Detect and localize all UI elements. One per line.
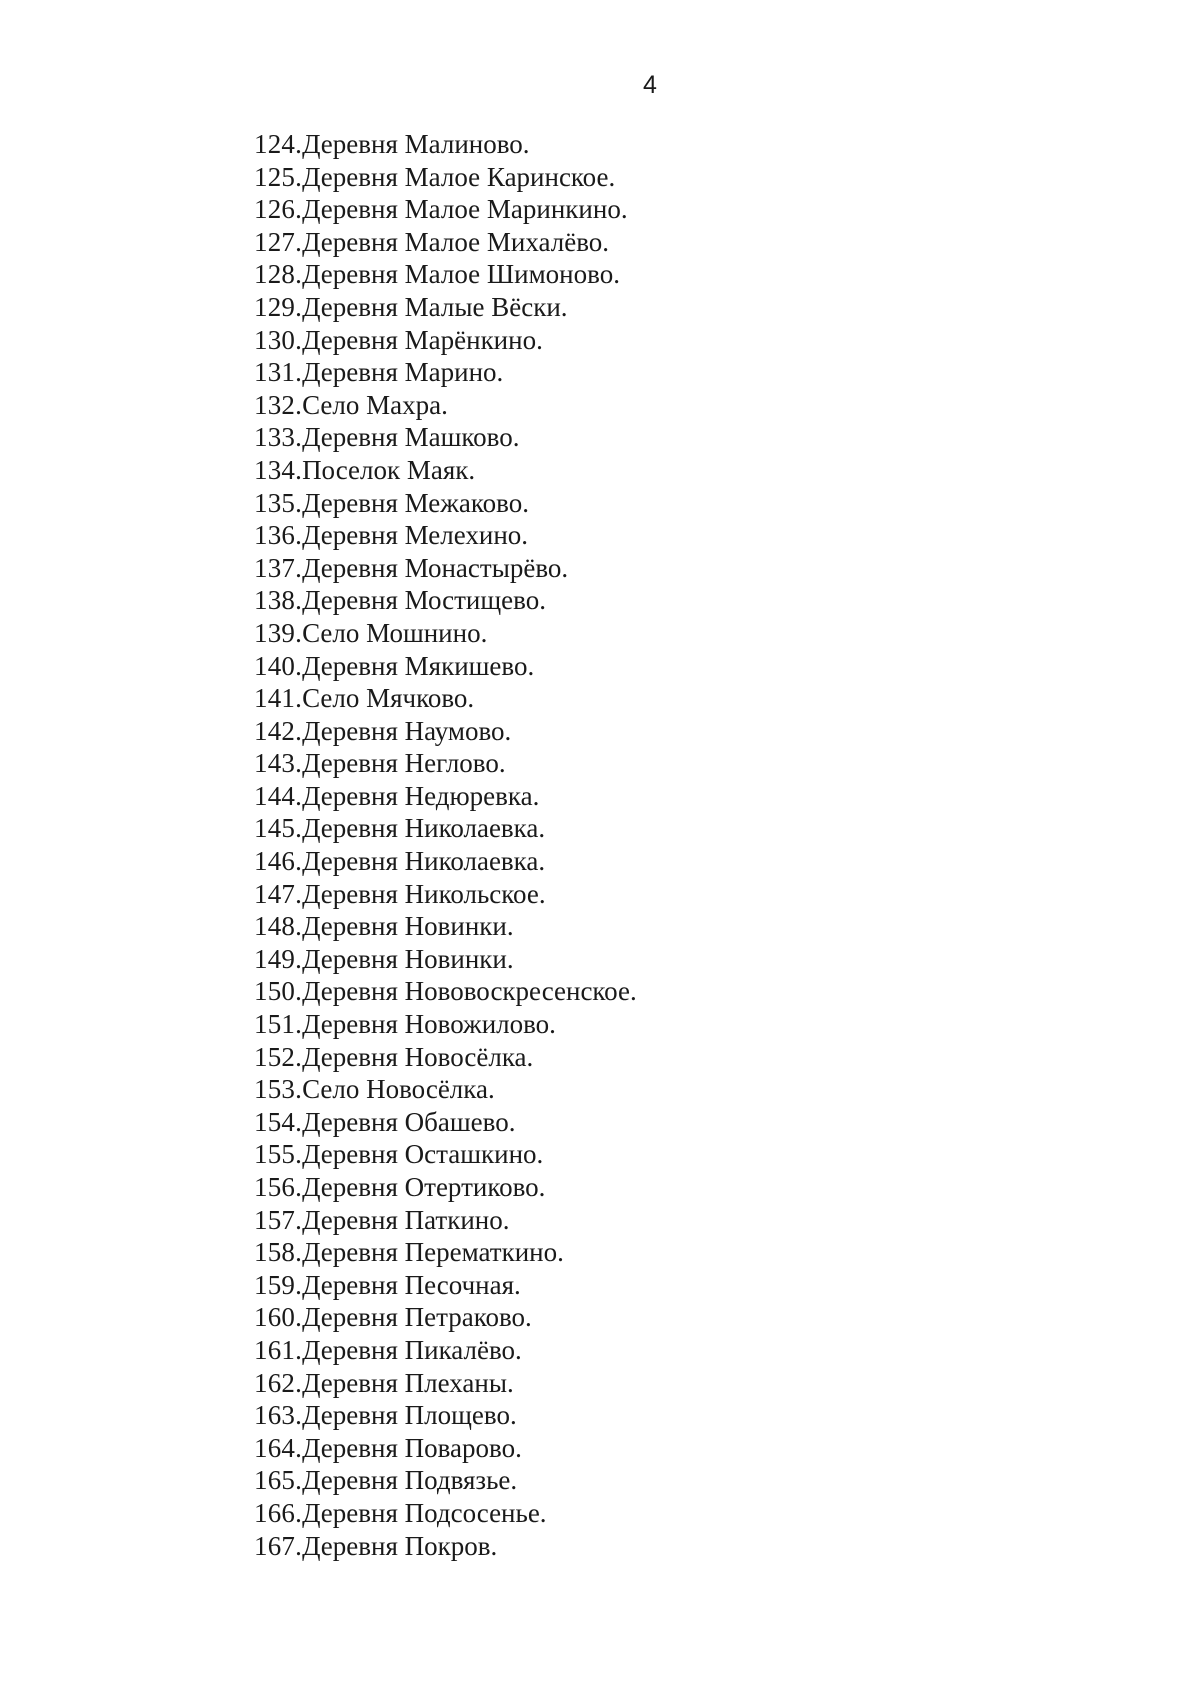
- page-number: 4: [643, 71, 657, 99]
- list-item: [254, 1269, 637, 1302]
- item-number: 162.: [254, 1367, 303, 1398]
- list-item: [254, 747, 637, 780]
- list-item: [254, 421, 637, 454]
- list-item: [254, 487, 637, 520]
- item-text: Деревня Малое Шимоново.: [302, 259, 620, 290]
- item-text: Деревня Новинки.: [302, 943, 514, 974]
- item-number: 158.: [254, 1237, 303, 1268]
- item-text: Деревня Марино.: [302, 357, 504, 388]
- item-text: Деревня Отертиково.: [302, 1172, 546, 1202]
- item-number: 167.: [254, 1530, 303, 1561]
- item-number: 127.: [254, 226, 303, 257]
- item-text: Деревня Новожилово.: [302, 1009, 556, 1040]
- item-text: Деревня Мякишево.: [302, 650, 535, 681]
- list-item: [254, 780, 637, 813]
- item-number: 165.: [254, 1465, 303, 1496]
- item-text: Деревня Петраково.: [302, 1302, 532, 1333]
- item-text: Деревня Новинки.: [302, 911, 514, 942]
- item-number: 163.: [254, 1400, 303, 1431]
- list-item: [254, 845, 637, 878]
- list-item: [254, 193, 637, 226]
- list-item: [254, 1073, 637, 1106]
- item-number: 137.: [254, 552, 303, 583]
- list-item: [254, 1530, 637, 1563]
- item-text: Село Мошнино.: [302, 617, 488, 648]
- item-number: 140.: [254, 650, 303, 681]
- item-text: Деревня Межаково.: [302, 487, 529, 518]
- item-text: Деревня Малое Михалёво.: [302, 226, 610, 257]
- item-number: 161.: [254, 1334, 303, 1365]
- item-number: 146.: [254, 846, 303, 877]
- item-text: Деревня Мелехино.: [302, 520, 529, 551]
- item-number: 149.: [254, 943, 303, 974]
- list-item: [254, 161, 637, 194]
- list-item: [254, 1464, 637, 1497]
- item-text: Деревня Покров.: [302, 1530, 498, 1561]
- list-item: [254, 552, 637, 585]
- item-number: 156.: [254, 1172, 303, 1202]
- list-item: [254, 1432, 637, 1465]
- list-item: [254, 878, 637, 911]
- list-item: [254, 291, 637, 324]
- list-item: [254, 1204, 637, 1237]
- item-number: 151.: [254, 1009, 303, 1040]
- list-item: [254, 1236, 637, 1269]
- item-text: Деревня Осташкино.: [302, 1139, 544, 1170]
- item-text: Деревня Пикалёво.: [302, 1334, 522, 1365]
- list-item: [254, 356, 637, 389]
- item-text: Деревня Наумово.: [302, 715, 512, 746]
- list-item: [254, 943, 637, 976]
- item-number: 142.: [254, 715, 303, 746]
- item-text: Деревня Малые Вёски.: [302, 291, 568, 322]
- item-text: Деревня Никольское.: [302, 878, 546, 909]
- item-text: Деревня Обашево.: [302, 1106, 516, 1137]
- item-number: 129.: [254, 291, 303, 322]
- item-number: 160.: [254, 1302, 303, 1333]
- item-number: 144.: [254, 780, 303, 811]
- list-item: [254, 715, 637, 748]
- item-text: Деревня Монастырёво.: [302, 552, 569, 583]
- item-text: Село Махра.: [302, 389, 448, 420]
- item-text: Деревня Машково.: [302, 422, 520, 453]
- item-number: 138.: [254, 585, 303, 616]
- item-number: 152.: [254, 1041, 303, 1072]
- item-text: Деревня Нововоскресенское.: [302, 976, 637, 1007]
- list-item: [254, 1171, 637, 1204]
- item-text: Село Новосёлка.: [302, 1074, 495, 1105]
- item-number: 126.: [254, 194, 303, 225]
- list-item: [254, 1106, 637, 1139]
- item-text: Деревня Подсосенье.: [302, 1497, 547, 1528]
- item-text: Деревня Николаевка.: [302, 813, 546, 844]
- item-number: 125.: [254, 161, 303, 192]
- list-item: [254, 1367, 637, 1400]
- item-number: 134.: [254, 454, 303, 485]
- list-item: [254, 812, 637, 845]
- item-number: 150.: [254, 976, 303, 1007]
- item-number: 166.: [254, 1497, 303, 1528]
- list-item: [254, 1041, 637, 1074]
- item-text: Деревня Подвязье.: [302, 1465, 518, 1496]
- item-text: Деревня Мостищево.: [302, 585, 546, 616]
- list-item: [254, 324, 637, 357]
- item-text: Деревня Плеханы.: [302, 1367, 514, 1398]
- list-item: [254, 454, 637, 487]
- item-number: 157.: [254, 1204, 303, 1235]
- item-text: Деревня Малое Каринское.: [302, 161, 616, 192]
- list-item: [254, 1138, 637, 1171]
- item-number: 159.: [254, 1269, 303, 1300]
- item-number: 131.: [254, 357, 303, 388]
- item-text: Село Мячково.: [302, 683, 475, 714]
- item-number: 130.: [254, 324, 303, 355]
- item-number: 147.: [254, 878, 303, 909]
- list-item: [254, 1334, 637, 1367]
- list-item: [254, 617, 637, 650]
- item-text: Деревня Неглово.: [302, 748, 506, 779]
- item-number: 132.: [254, 389, 303, 420]
- item-text: Поселок Маяк.: [302, 454, 476, 485]
- item-text: Деревня Новосёлка.: [302, 1041, 534, 1072]
- list-item: [254, 519, 637, 552]
- item-text: Деревня Малиново.: [302, 129, 530, 159]
- list-item: [254, 584, 637, 617]
- list-item: [254, 1008, 637, 1041]
- list-item: [254, 258, 637, 291]
- item-number: 141.: [254, 683, 303, 714]
- list-item: [254, 1497, 637, 1530]
- item-text: Деревня Марёнкино.: [302, 324, 543, 355]
- item-number: 164.: [254, 1432, 303, 1463]
- list-item: [254, 910, 637, 943]
- list-item: [254, 1399, 637, 1432]
- item-text: Деревня Песочная.: [302, 1269, 521, 1300]
- item-text: Деревня Николаевка.: [302, 846, 546, 877]
- item-number: 153.: [254, 1074, 303, 1105]
- list-item: [254, 128, 637, 161]
- item-text: Деревня Недюревка.: [302, 780, 540, 811]
- item-number: 155.: [254, 1139, 303, 1170]
- item-number: 133.: [254, 422, 303, 453]
- list-item: [254, 975, 637, 1008]
- item-number: 148.: [254, 911, 303, 942]
- item-number: 135.: [254, 487, 303, 518]
- item-number: 124.: [254, 129, 303, 159]
- list-item: [254, 226, 637, 259]
- settlement-list: [254, 128, 637, 1562]
- item-text: Деревня Малое Маринкино.: [302, 194, 628, 225]
- item-number: 139.: [254, 617, 303, 648]
- item-number: 143.: [254, 748, 303, 779]
- item-number: 145.: [254, 813, 303, 844]
- item-number: 128.: [254, 259, 303, 290]
- item-text: Деревня Площево.: [302, 1400, 517, 1431]
- item-text: Деревня Перематкино.: [302, 1237, 564, 1268]
- list-item: [254, 650, 637, 683]
- item-text: Деревня Паткино.: [302, 1204, 510, 1235]
- list-item: [254, 1301, 637, 1334]
- list-item: [254, 682, 637, 715]
- item-number: 136.: [254, 520, 303, 551]
- item-number: 154.: [254, 1106, 303, 1137]
- item-text: Деревня Поварово.: [302, 1432, 522, 1463]
- list-item: [254, 389, 637, 422]
